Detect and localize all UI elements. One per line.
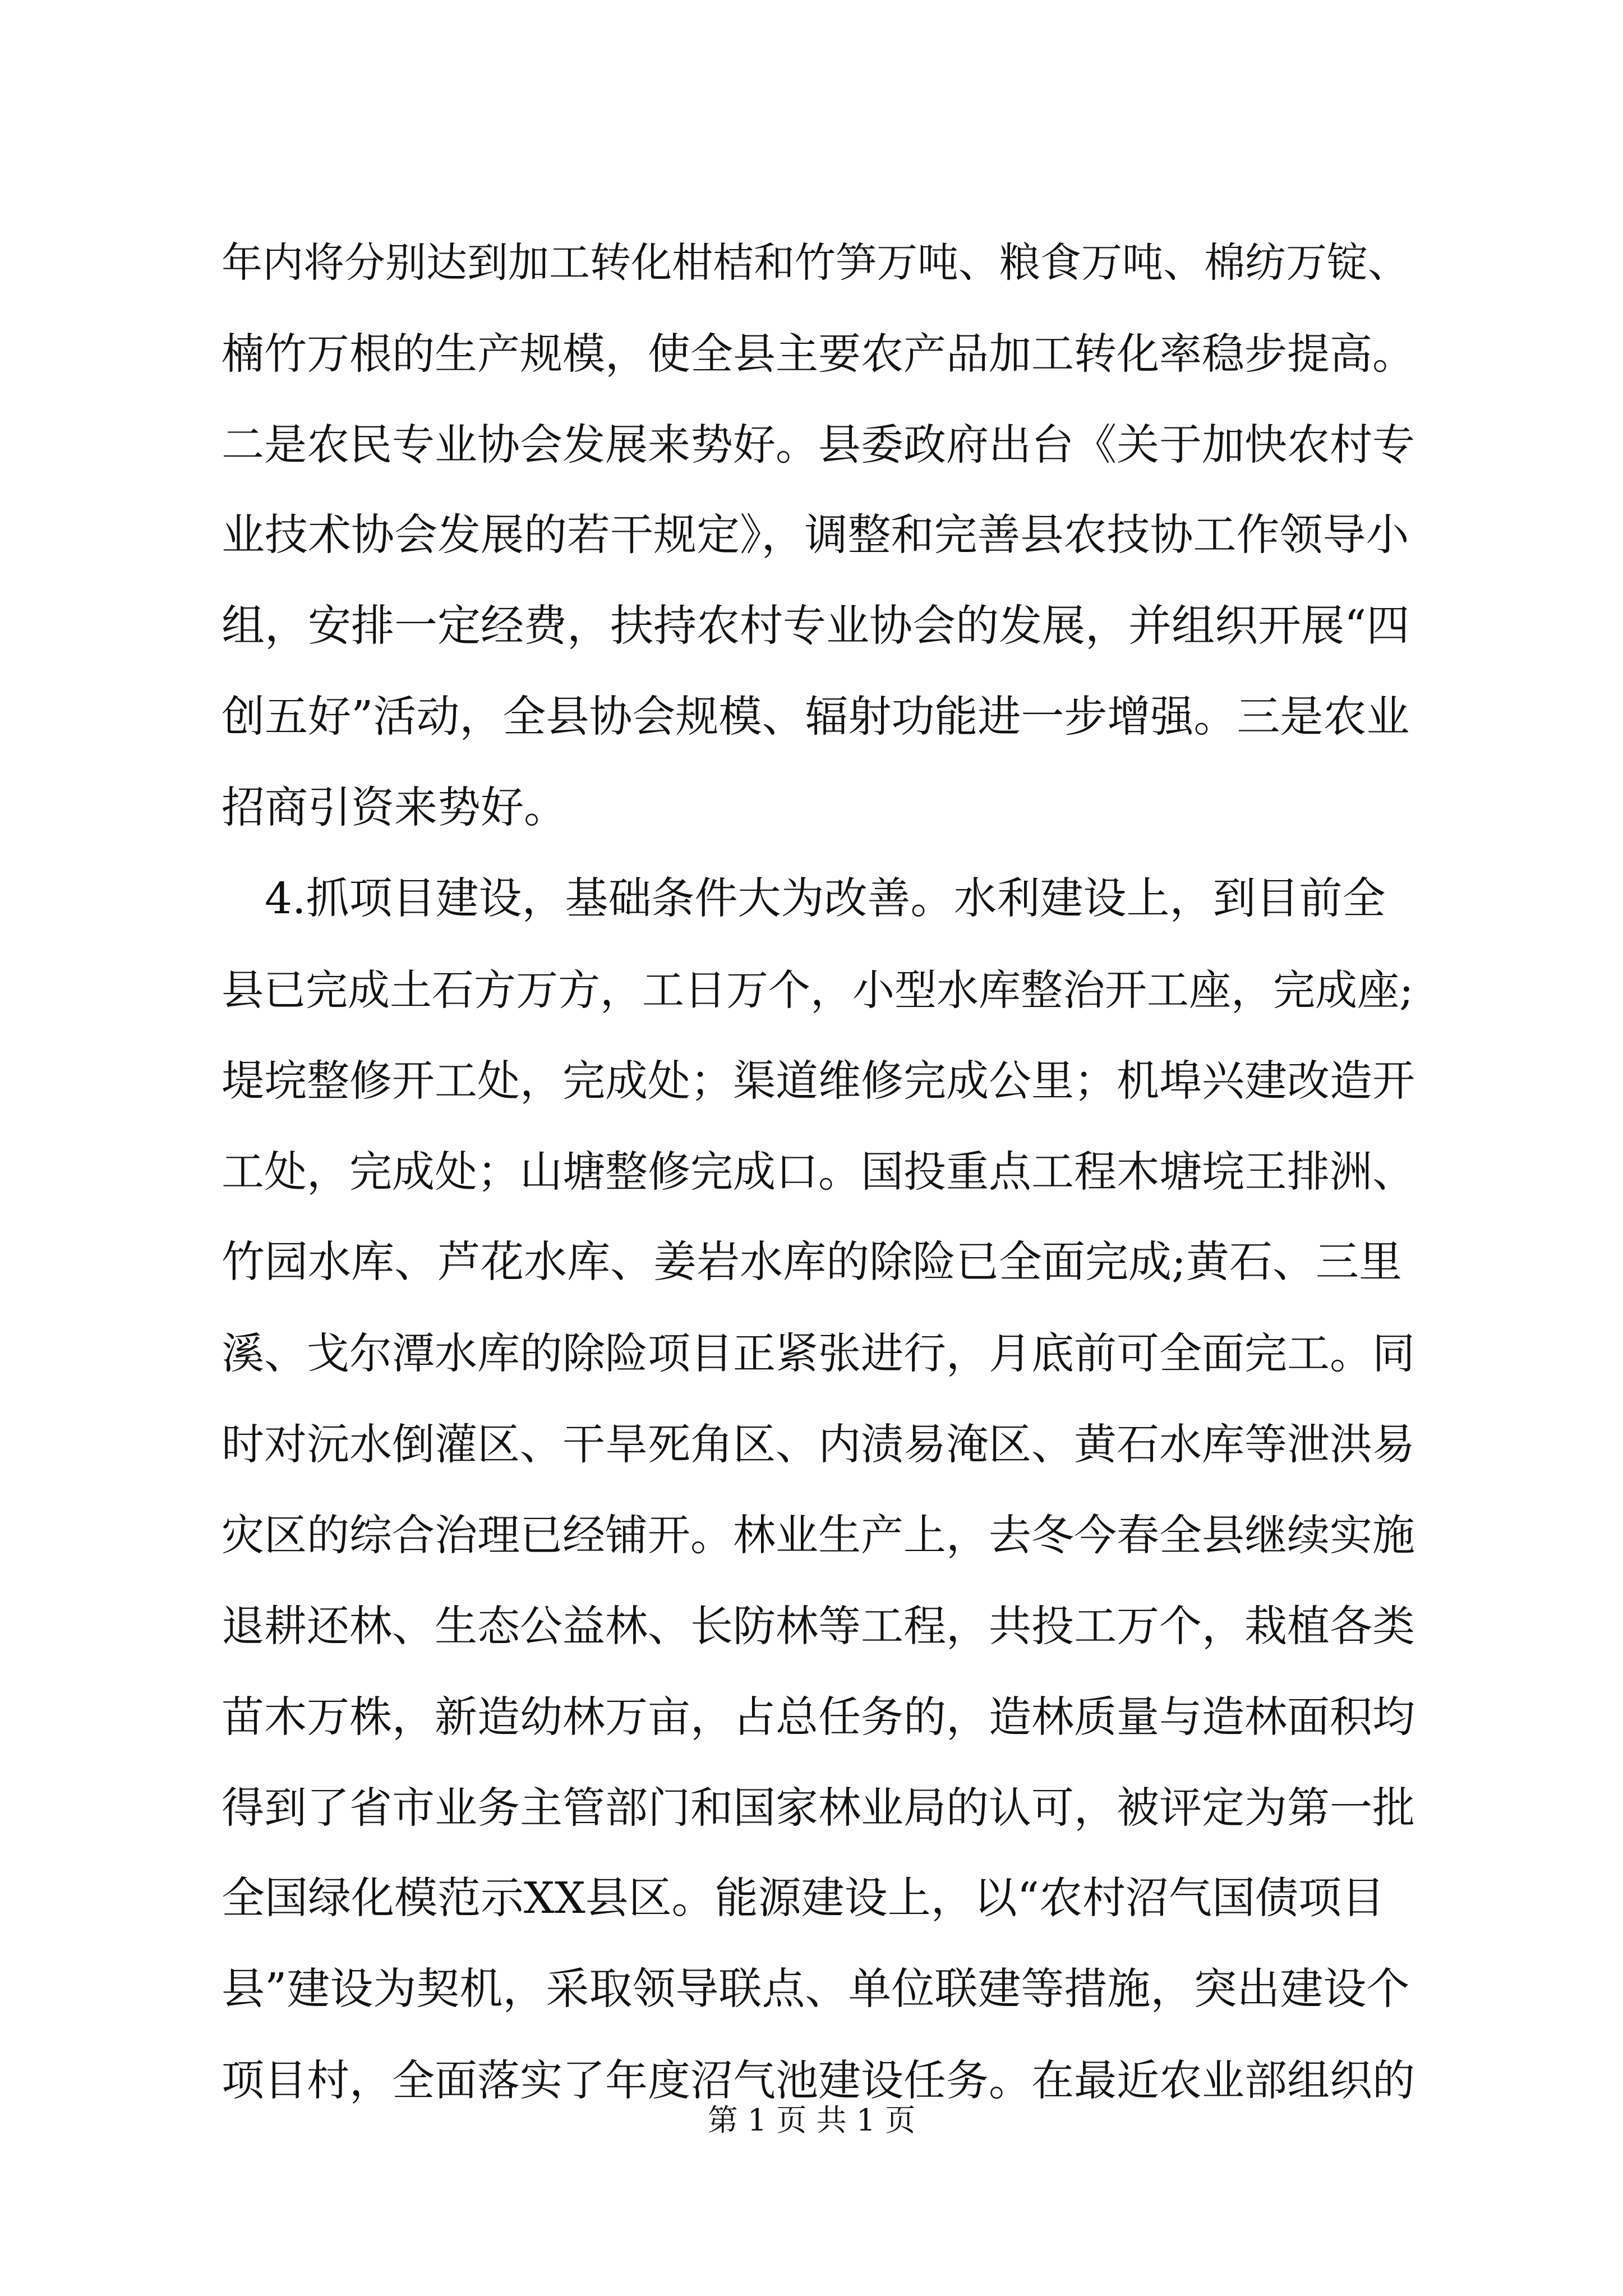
text-line: 县”建设为契机，采取领导联点、单位联建等措施，突出建设个: [222, 1964, 1410, 2014]
text-line: 组，安排一定经费，扶持农村专业协会的发展，并组织开展“四: [222, 601, 1410, 651]
text-line: 二是农民专业协会发展来势好。县委政府出台《关于加快农村专: [222, 420, 1415, 470]
text-line: 竹园水库、芦花水库、姜岩水库的除险已全面完成;黄石、三里: [222, 1237, 1402, 1287]
text-line: 灾区的综合治理已经铺开。林业生产上，去冬今春全县继续实施: [222, 1510, 1415, 1560]
text-line: 年内将分别达到加工转化柑桔和竹笋万吨、粮食万吨、棉纺万锭、: [222, 239, 1409, 287]
text-line: 创五好”活动，全县协会规模、辐射功能进一步增强。三是农业: [222, 692, 1410, 742]
page-footer: [0, 2101, 1623, 2140]
text-line: 苗木万株，新造幼林万亩，占总任务的，造林质量与造林面积均: [222, 1692, 1415, 1742]
text-line: 退耕还林、生态公益林、长防林等工程，共投工万个，栽植各类: [222, 1601, 1415, 1651]
text-line: 堤垸整修开工处，完成处；渠道维修完成公里；机埠兴建改造开: [222, 1056, 1415, 1106]
text-line: 溪、戈尔潭水库的除险项目正紧张进行，月底前可全面完工。同: [222, 1328, 1415, 1378]
text-line: 4.抓项目建设，基础条件大为改善。水利建设上，到目前全: [222, 874, 1386, 924]
text-line: 全国绿化模范示XX县区。能源建设上，以“农村沼气国债项目: [222, 1874, 1385, 1924]
page-number: 第 1 页 共 1 页: [707, 2102, 916, 2138]
text-line: 时对沅水倒灌区、干旱死角区、内渍易淹区、黄石水库等泄洪易: [222, 1419, 1415, 1469]
text-line: 业技术协会发展的若干规定》，调整和完善县农技协工作领导小: [222, 510, 1409, 560]
body-text: [222, 218, 1424, 2126]
text-line: 项目村，全面落实了年度沼气池建设任务。在最近农业部组织的: [222, 2055, 1415, 2105]
text-line: 得到了省市业务主管部门和国家林业局的认可，被评定为第一批: [222, 1783, 1415, 1833]
text-line: 楠竹万根的生产规模，使全县主要农产品加工转化率稳步提高。: [222, 329, 1415, 379]
text-line: 县已完成土石方万方，工日万个，小型水库整治开工座，完成座;: [222, 965, 1414, 1015]
text-line: 招商引资来势好。: [222, 783, 567, 833]
text-line: 工处，完成处；山塘整修完成口。国投重点工程木塘垸王排洲、: [222, 1147, 1415, 1197]
